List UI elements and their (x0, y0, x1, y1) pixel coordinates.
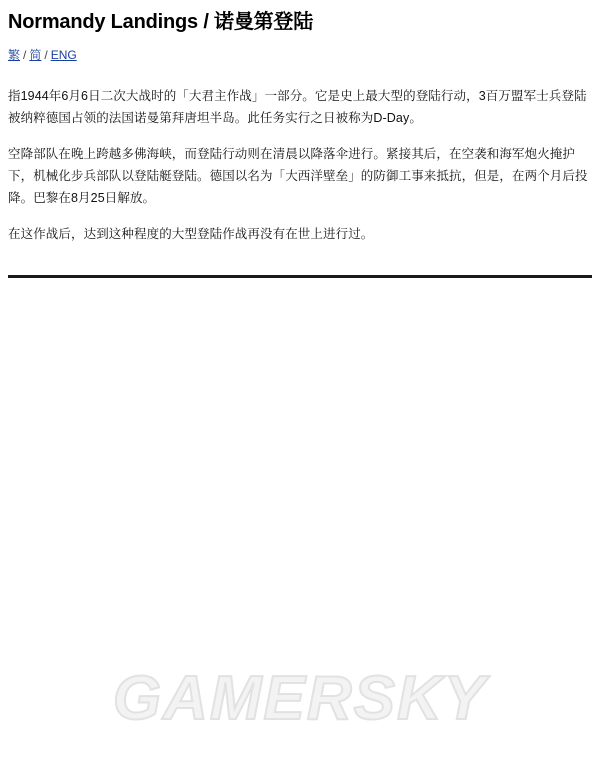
language-link-traditional[interactable]: 繁 (8, 48, 21, 62)
page-title-chinese: 诺曼第登陆 (214, 11, 314, 33)
language-divider-2: / (44, 48, 48, 62)
page-title (8, 0, 592, 36)
article-paragraph-2: 空降部队在晚上跨越多佛海峡，而登陆行动则在清晨以降落伞进行。紧接其后，在空袭和海军炮火掩护下，机械化步兵部队以登陆艇登陆。德国以名为「大西洋壁垒」的防御工事来抵抗，但是，在两个月后投降。巴黎在8月25日解放。 (8, 147, 588, 205)
article-paragraph-3: 在这作战后，达到这种程度的大型登陆作战再没有在世上进行过。 (8, 227, 374, 241)
page-title-separator: / (203, 11, 209, 33)
language-link-english[interactable]: ENG (50, 48, 77, 62)
site-watermark: GAMERSKY (112, 664, 488, 733)
article-paragraph-1: 指1944年6月6日二次大战时的「大君主作战」一部分。它是史上最大型的登陆行动，3百万盟军士兵登陆被纳粹德国占领的法国诺曼第拜唐坦半岛。此任务实行之日被称为D-Day。 (8, 89, 587, 125)
section-divider (8, 275, 592, 278)
language-switcher (8, 47, 592, 63)
article-body (8, 85, 592, 245)
language-divider-1: / (23, 48, 27, 62)
page-title-english: Normandy Landings (8, 11, 198, 33)
language-link-simplified[interactable]: 简 (29, 48, 42, 62)
